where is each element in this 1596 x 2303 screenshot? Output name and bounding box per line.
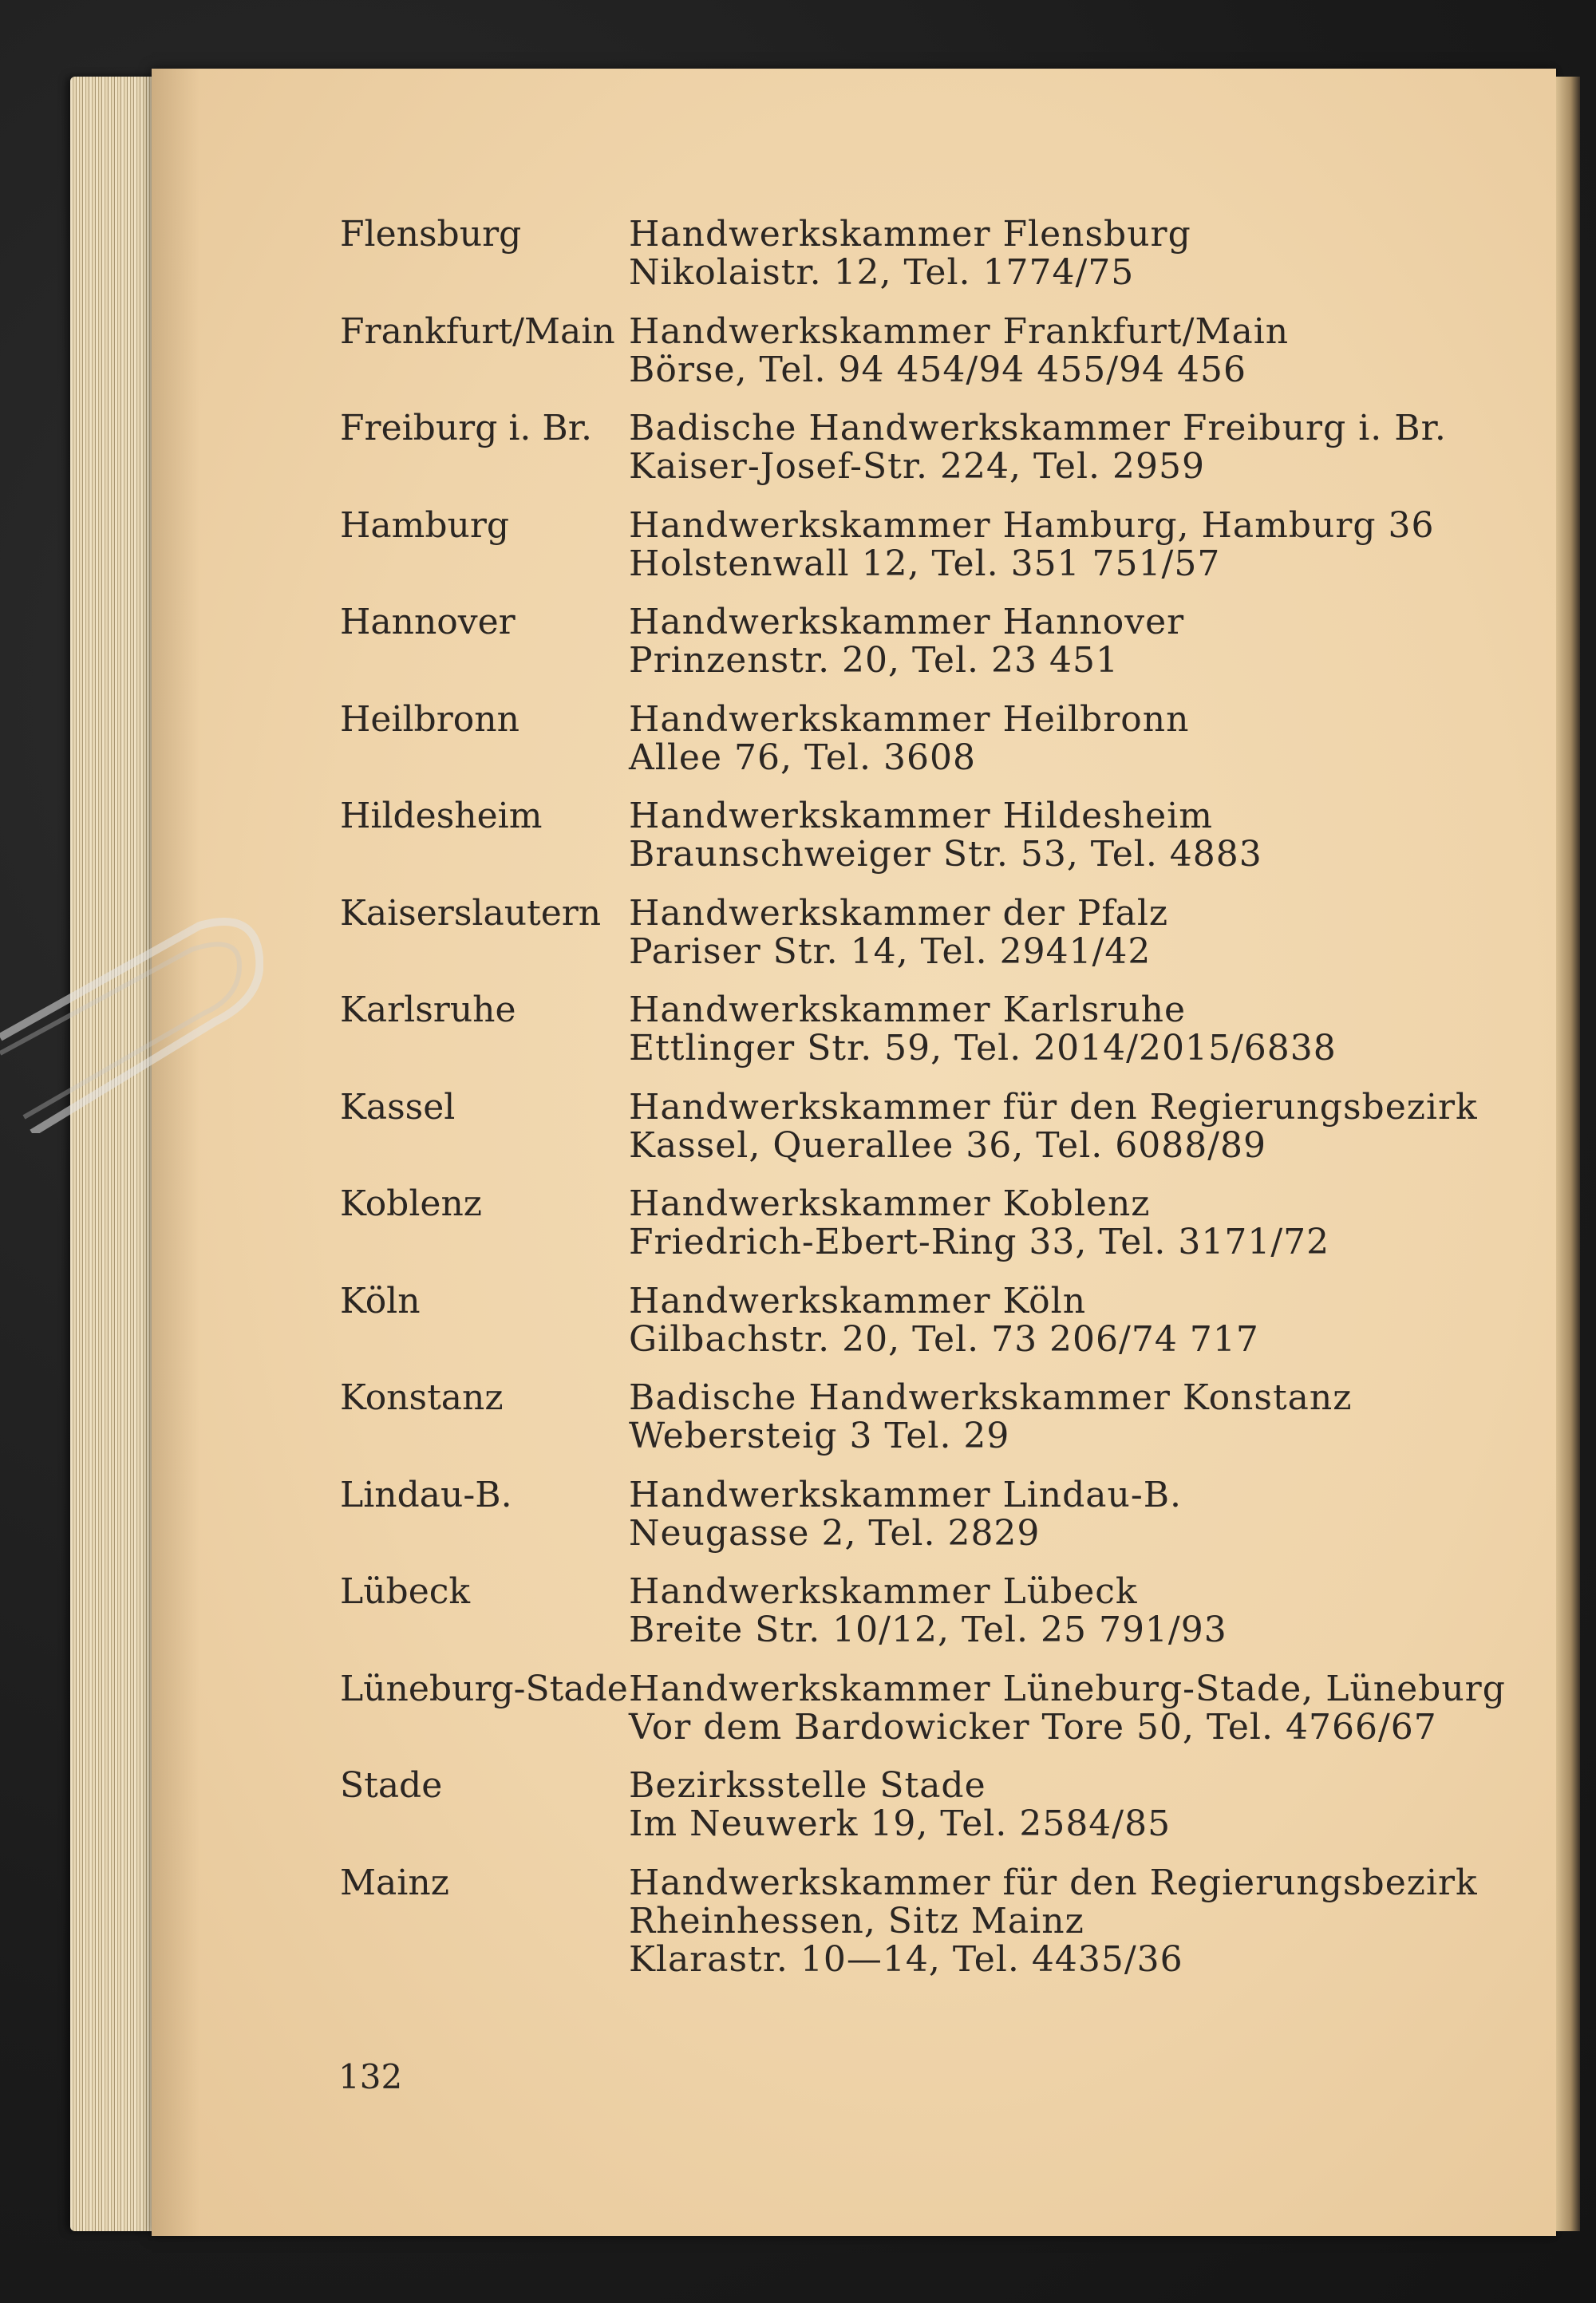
- institution-name: Bezirksstelle Stade: [629, 1765, 986, 1806]
- city-name: Lindau-B.: [340, 1474, 512, 1515]
- institution-name: Handwerkskammer Köln: [629, 1280, 1087, 1321]
- list-item: [340, 698, 1537, 798]
- address-line: Gilbachstr. 20, Tel. 73 206/74 717: [629, 1318, 1259, 1360]
- address-line: Vor dem Bardowicker Tore 50, Tel. 4766/67: [629, 1706, 1437, 1748]
- address-line: Webersteig 3 Tel. 29: [629, 1416, 1010, 1456]
- address-line: Braunschweiger Str. 53, Tel. 4883: [629, 834, 1262, 875]
- city-name: Mainz: [340, 1862, 449, 1903]
- list-item: [340, 1767, 1537, 1864]
- list-item: [340, 310, 1537, 410]
- page-number: 132: [338, 2057, 403, 2096]
- list-item: [340, 892, 1537, 992]
- list-item: [340, 797, 1537, 895]
- address-line: Klarastr. 10—14, Tel. 4435/36: [629, 1938, 1183, 1980]
- institution-name: Handwerkskammer Heilbronn: [629, 698, 1190, 740]
- address-line: Kassel, Querallee 36, Tel. 6088/89: [629, 1124, 1267, 1166]
- gutter-shadow: [152, 69, 200, 2236]
- address-line: Kaiser-Josef-Str. 224, Tel. 2959: [629, 446, 1205, 487]
- city-name: Flensburg: [340, 214, 522, 255]
- institution-name: Handwerkskammer Lüneburg-Stade, Lüneburg: [629, 1668, 1506, 1709]
- list-item: [340, 1379, 1537, 1476]
- city-name: Lüneburg-Stade: [340, 1668, 628, 1709]
- institution-name: Handwerkskammer Lindau-B.: [629, 1474, 1183, 1515]
- address-line: Prinzenstr. 20, Tel. 23 451: [629, 640, 1119, 681]
- list-item: [340, 991, 1537, 1088]
- city-name: Hannover: [340, 602, 516, 642]
- institution-name: Handwerkskammer Koblenz: [629, 1183, 1151, 1224]
- address-line: Im Neuwerk 19, Tel. 2584/85: [629, 1803, 1171, 1844]
- city-name: Stade: [340, 1765, 443, 1806]
- institution-name: Handwerkskammer Hannover: [629, 602, 1185, 642]
- address-line: Nikolaistr. 12, Tel. 1774/75: [629, 252, 1135, 293]
- list-item: [340, 215, 1537, 313]
- page-right-edge: [1556, 77, 1580, 2231]
- institution-name: Handwerkskammer Hamburg, Hamburg 36: [629, 504, 1435, 546]
- list-item: [340, 1670, 1537, 1768]
- institution-name: Handwerkskammer für den Regierungsbezirk: [629, 1862, 1478, 1903]
- list-item: [340, 603, 1537, 701]
- city-name: Kaiserslautern: [340, 892, 602, 934]
- institution-name: Handwerkskammer Lübeck: [629, 1571, 1138, 1612]
- city-name: Frankfurt/Main: [340, 310, 615, 352]
- institution-name: Badische Handwerkskammer Freiburg i. Br.: [629, 408, 1447, 448]
- institution-name: Badische Handwerkskammer Konstanz: [629, 1377, 1353, 1418]
- city-name: Konstanz: [340, 1377, 504, 1418]
- address-line: Neugasse 2, Tel. 2829: [629, 1512, 1041, 1554]
- city-name: Hildesheim: [340, 796, 543, 836]
- address-line: Pariser Str. 14, Tel. 2941/42: [629, 930, 1152, 972]
- institution-name: Handwerkskammer Frankfurt/Main: [629, 310, 1290, 352]
- address-line: Breite Str. 10/12, Tel. 25 791/93: [629, 1610, 1227, 1650]
- address-list: [340, 215, 1537, 2000]
- address-line: Ettlinger Str. 59, Tel. 2014/2015/6838: [629, 1028, 1337, 1069]
- institution-name: Handwerkskammer Karlsruhe: [629, 990, 1187, 1030]
- institution-name: Handwerkskammer Flensburg: [629, 214, 1191, 255]
- list-item: [340, 1476, 1537, 1574]
- book-page-edges: [70, 77, 158, 2231]
- address-line: Friedrich-Ebert-Ring 33, Tel. 3171/72: [629, 1222, 1330, 1262]
- city-name: Kassel: [340, 1086, 456, 1128]
- list-item: [340, 1282, 1537, 1380]
- list-item: [340, 1088, 1537, 1186]
- institution-name: Handwerkskammer Hildesheim: [629, 796, 1213, 836]
- address-line: Börse, Tel. 94 454/94 455/94 456: [629, 349, 1246, 390]
- institution-name: Handwerkskammer für den Regierungsbezirk: [629, 1086, 1478, 1128]
- address-line: Allee 76, Tel. 3608: [629, 737, 976, 778]
- list-item: [340, 409, 1537, 507]
- list-item: [340, 504, 1537, 604]
- city-name: Freiburg i. Br.: [340, 408, 592, 448]
- address-line: Holstenwall 12, Tel. 351 751/57: [629, 543, 1221, 584]
- address-line: Rheinhessen, Sitz Mainz: [629, 1900, 1084, 1942]
- city-name: Hamburg: [340, 504, 510, 546]
- list-item: [340, 1185, 1537, 1282]
- city-name: Köln: [340, 1280, 421, 1321]
- city-name: Karlsruhe: [340, 990, 516, 1030]
- city-name: Lübeck: [340, 1571, 471, 1612]
- city-name: Heilbronn: [340, 698, 519, 740]
- list-item: [340, 1864, 1537, 2000]
- list-item: [340, 1573, 1537, 1670]
- city-name: Koblenz: [340, 1183, 482, 1224]
- institution-name: Handwerkskammer der Pfalz: [629, 892, 1169, 934]
